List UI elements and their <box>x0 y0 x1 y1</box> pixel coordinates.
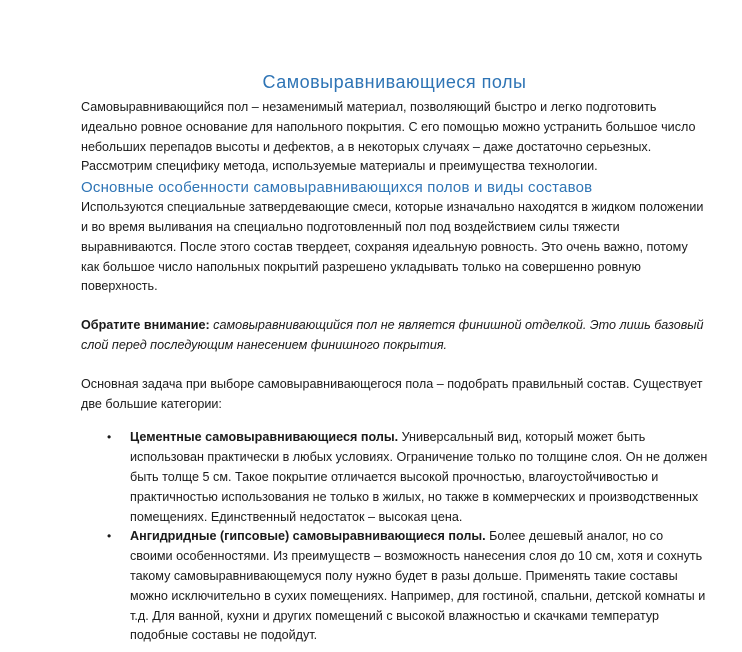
section-heading: Основные особенности самовыравнивающихся полов и виды составов <box>81 179 593 197</box>
note-label: Обратите внимание: <box>81 318 210 333</box>
bullet-icon: • <box>107 430 112 445</box>
category-text: Универсальный вид, который может быть использован практически в любых условиях. Ограничение только по толщине слоя. Он не должен быть толще 5 см. Такое покрытие отличается высокой прочностью, влагоустойчивостью и практичностью использования не только в жилых, но также в коммерческих и производственных помещениях. Единственный недостаток – высокая цена. <box>130 430 708 524</box>
category-text: Более дешевый аналог, но со своими особенностями. Из преимуществ – возможность нанесения слоя до 10 см, хотя и сохнуть такому самовыравнивающемуся полу нужно будет в разы дольше. Применять такие составы можно исключительно в сухих помещениях. Например, для гостиной, спальни, детской комнаты и т.д. Для ванной, кухни и других помещений с высокой влажностью и скачками температур подобные составы не подойдут. <box>130 529 706 643</box>
section-paragraph: Используются специальные затвердевающие смеси, которые изначально находятся в жидком положении и во время выливания на специально подготовленный пол под воздействием силы тяжести выравниваются. После этого состав твердеет, сохраняя идеальную ровность. Это очень важно, потому как большое число напольных покрытий разрешено укладывать только на совершенно ровную поверхность. <box>81 200 704 294</box>
bullet-icon: • <box>107 529 112 544</box>
list-item <box>107 527 708 646</box>
category-list <box>81 428 708 646</box>
note-text: самовыравнивающийся пол не является финишной отделкой. Это лишь базовый слой перед последующим нанесением финишного покрытия. <box>81 318 704 352</box>
task-paragraph: Основная задача при выборе самовыравнивающегося пола – подобрать правильный состав. Существует две большие категории: <box>81 376 703 411</box>
document-title: Самовыравнивающиеся полы <box>262 72 527 92</box>
intro-paragraph: Самовыравнивающийся пол – незаменимый материал, позволяющий быстро и легко подготовить идеально ровное основание для напольного покрытия. С его помощью можно устранить большое число небольших перепадов высоты и дефектов, а в некоторых случаях – даже достаточно серьезных. Рассмотрим специфику метода, используемые материалы и преимущества технологии. <box>81 100 696 174</box>
list-item <box>107 428 708 527</box>
category-title: Цементные самовыравнивающиеся полы. <box>130 430 399 445</box>
note-paragraph <box>81 316 708 356</box>
category-title: Ангидридные (гипсовые) самовыравнивающиеся полы. <box>130 529 486 544</box>
